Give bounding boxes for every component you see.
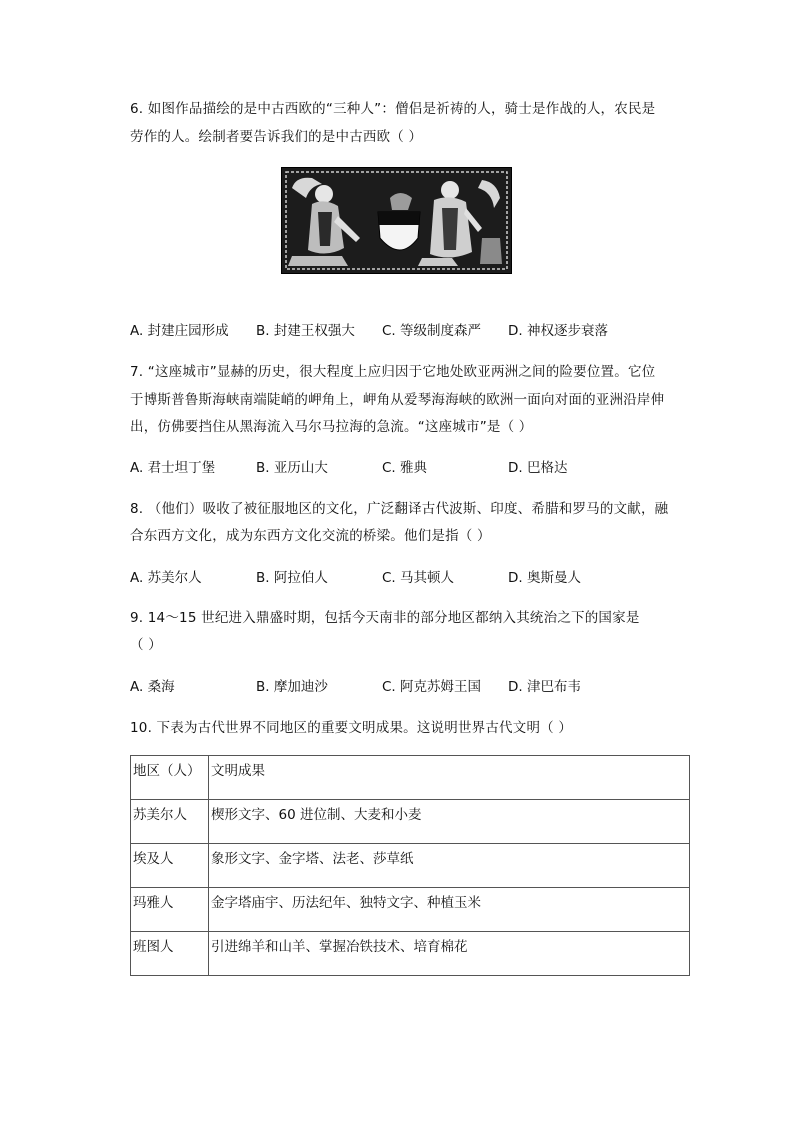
q8-stem-line2: 合东西方文化，成为东西方文化交流的桥梁。他们是指（ ）: [130, 528, 491, 544]
table-cell: 班图人: [131, 932, 209, 976]
q8-option-c: C. 马其顿人: [382, 570, 455, 586]
q6-option-b: B. 封建王权强大: [256, 323, 355, 339]
q9-option-a: A. 桑海: [130, 679, 175, 695]
q7-option-d: D. 巴格达: [508, 460, 568, 476]
table-cell: 玛雅人: [131, 888, 209, 932]
table-row: [131, 888, 690, 932]
q8-option-d: D. 奥斯曼人: [508, 570, 581, 586]
table-cell: 引进绵羊和山羊、掌握冶铁技术、培育棉花: [209, 932, 690, 976]
q7-stem-line1: 7. “这座城市”显赫的历史，很大程度上应归因于它地处欧亚两洲之间的险要位置。它位: [130, 364, 656, 380]
table-row: [131, 800, 690, 844]
medieval-three-estates-illustration: [281, 167, 512, 274]
table-header-cell: 文明成果: [209, 756, 690, 800]
q6-stem-line2: 劳作的人。绘制者要告诉我们的是中古西欧（ ）: [130, 129, 423, 145]
q10-stem-line1: 10. 下表为古代世界不同地区的重要文明成果。这说明世界古代文明（ ）: [130, 720, 573, 736]
q7-option-b: B. 亚历山大: [256, 460, 328, 476]
q9-stem-line1: 9. 14～15 世纪进入鼎盛时期，包括今天南非的部分地区都纳入其统治之下的国家是: [130, 610, 640, 626]
q7-option-c: C. 雅典: [382, 460, 428, 476]
q8-option-b: B. 阿拉伯人: [256, 570, 328, 586]
q6-option-a: A. 封建庄园形成: [130, 323, 229, 339]
civilization-achievements-table: [130, 755, 690, 976]
q9-option-d: D. 津巴布韦: [508, 679, 581, 695]
table-cell: 埃及人: [131, 844, 209, 888]
table-cell: 楔形文字、60 进位制、大麦和小麦: [209, 800, 690, 844]
q7-option-a: A. 君士坦丁堡: [130, 460, 216, 476]
table-row: [131, 932, 690, 976]
q7-stem-line3: 出，仿佛要挡住从黑海流入马尔马拉海的急流。“这座城市”是（ ）: [130, 419, 533, 435]
table-header-row: [131, 756, 690, 800]
table-cell: 金字塔庙宇、历法纪年、独特文字、种植玉米: [209, 888, 690, 932]
q9-option-c: C. 阿克苏姆王国: [382, 679, 482, 695]
q6-option-d: D. 神权逐步衰落: [508, 323, 608, 339]
table-cell: 苏美尔人: [131, 800, 209, 844]
q6-stem-line1: 6. 如图作品描绘的是中古西欧的“三种人”：僧侣是祈祷的人，骑士是作战的人，农民是: [130, 101, 656, 117]
q9-option-b: B. 摩加迪沙: [256, 679, 328, 695]
table-row: [131, 844, 690, 888]
q7-stem-line2: 于博斯普鲁斯海峡南端陡峭的岬角上，岬角从爱琴海海峡的欧洲一面向对面的亚洲沿岸伸: [130, 392, 665, 408]
q8-option-a: A. 苏美尔人: [130, 570, 202, 586]
q9-stem-line2: （ ）: [130, 637, 162, 653]
q8-stem-line1: 8. （他们）吸收了被征服地区的文化，广泛翻译古代波斯、印度、希腊和罗马的文献，融: [130, 501, 669, 517]
table-header-cell: 地区（人）: [131, 756, 209, 800]
table-cell: 象形文字、金字塔、法老、莎草纸: [209, 844, 690, 888]
q6-option-c: C. 等级制度森严: [382, 323, 482, 339]
